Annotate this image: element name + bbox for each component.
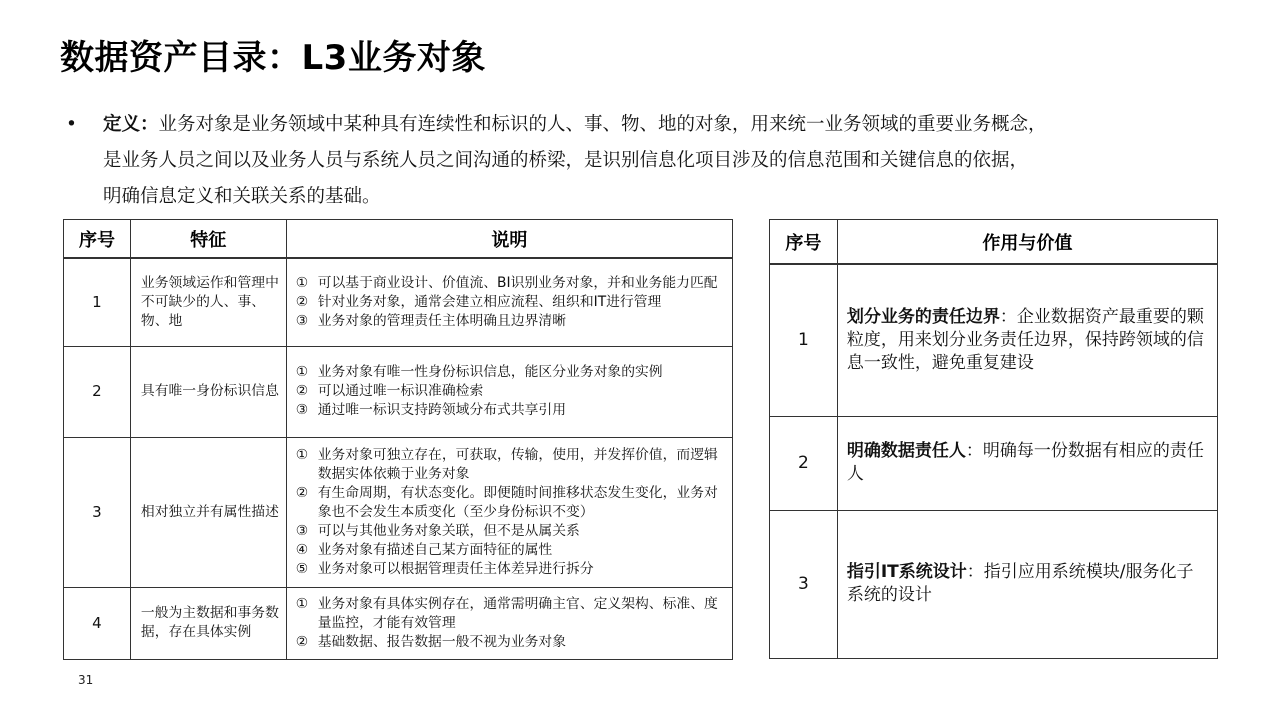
row-description [286,437,732,587]
table-row [770,510,1218,658]
list-item [296,446,728,484]
value-table [769,219,1218,659]
item-marker: ② [295,383,309,399]
row-feature: 一般为主数据和事务数据，存在具体实例 [130,587,286,659]
row-feature: 业务领域运作和管理中不可缺少的人、事、物、地 [130,258,286,346]
list-item [296,382,728,401]
row-number: 4 [64,587,131,659]
value-heading: 划分业务的责任边界 [846,306,1000,327]
item-marker: ① [295,595,309,612]
row-number: 3 [770,510,838,658]
list-item [296,312,728,331]
header-desc: 说明 [286,220,732,259]
value-text: ：明确每一份数据有相应的责任人 [846,441,1204,484]
definition-line-3: 明确信息定义和关联关系的基础。 [103,186,381,207]
item-text: 有生命周期，有状态变化。即便随时间推移状态发生变化，业务对象也不会发生本质变化（至少身份标识不变） [317,484,718,520]
table-row [770,264,1218,416]
definition-paragraph [66,107,1216,215]
definition-text-1: 业务对象是业务领域中某种具有连续性和标识的人、事、物、地的对象，用来统一业务领域的重要业务概念， [158,114,1047,135]
bullet-marker: • [66,114,77,135]
value-text: ：指引应用系统模块/服务化子系统的设计 [846,562,1194,605]
item-text: 可以基于商业设计、价值流、BI识别业务对象，并和业务能力匹配 [317,274,718,291]
features-table [63,219,733,660]
item-marker: ② [295,484,309,501]
item-text: 业务对象有描述自己某方面特征的属性 [317,541,553,558]
row-value [837,264,1217,416]
list-item [296,595,728,633]
value-header-row [770,220,1218,265]
table-row [64,258,733,346]
item-marker: ⑤ [295,560,309,577]
table-row [64,346,733,437]
row-feature: 相对独立并有属性描述 [130,437,286,587]
definition-line-1 [103,107,1216,143]
item-text: 业务对象有唯一性身份标识信息，能区分业务对象的实例 [317,364,663,380]
item-marker: ① [295,446,309,463]
list-item [296,484,728,522]
list-item [296,633,728,652]
row-value [837,416,1217,510]
item-marker: ① [295,364,309,380]
header-value: 作用与价值 [837,220,1217,265]
item-marker: ③ [295,402,309,418]
item-marker: ② [295,633,309,650]
item-marker: ③ [295,312,309,329]
value-text: ：企业数据资产最重要的颗粒度，用来划分业务责任边界，保持跨领域的信息一致性，避免重复建设 [846,306,1204,373]
table-row [770,416,1218,510]
row-description [286,258,732,346]
item-text: 可以通过唯一标识准确检索 [317,383,484,399]
list-item [296,522,728,541]
header-no: 序号 [64,220,131,259]
list-item [296,541,728,560]
row-number: 1 [770,264,838,416]
item-text: 基础数据、报告数据一般不视为业务对象 [317,633,567,650]
table-row [64,437,733,587]
list-item [296,274,728,293]
item-marker: ④ [295,541,309,558]
list-item [296,363,728,382]
item-text: 业务对象可以根据管理责任主体差异进行拆分 [317,560,594,577]
item-marker: ③ [295,522,309,539]
row-number: 1 [64,258,131,346]
row-value [837,510,1217,658]
header-no: 序号 [770,220,838,265]
row-description [286,346,732,437]
page-title: 数据资产目录：L3业务对象 [60,38,486,78]
item-marker: ① [295,274,309,291]
row-number: 2 [770,416,838,510]
list-item [296,401,728,420]
row-feature: 具有唯一身份标识信息 [130,346,286,437]
list-item [296,560,728,579]
list-item [296,293,728,312]
header-feature: 特征 [130,220,286,259]
table-row [64,587,733,659]
item-marker: ② [295,293,309,310]
item-text: 业务对象可独立存在，可获取，传输，使用，并发挥价值，而逻辑数据实体依赖于业务对象 [317,446,718,482]
value-heading: 明确数据责任人 [846,441,966,461]
item-text: 业务对象有具体实例存在，通常需明确主官、定义架构、标准、度量监控，才能有效管理 [317,595,718,631]
row-description [286,587,732,659]
item-text: 针对业务对象，通常会建立相应流程、组织和IT进行管理 [317,293,662,310]
item-text: 通过唯一标识支持跨领域分布式共享引用 [317,402,567,418]
item-text: 业务对象的管理责任主体明确且边界清晰 [317,312,567,329]
row-number: 3 [64,437,131,587]
row-number: 2 [64,346,131,437]
features-header-row [64,220,733,259]
definition-line-2: 是业务人员之间以及业务人员与系统人员之间沟通的桥梁，是识别信息化项目涉及的信息范围和关键信息的依据， [103,150,1029,171]
value-heading: 指引IT系统设计 [846,562,967,582]
item-text: 可以与其他业务对象关联，但不是从属关系 [317,522,580,539]
page-number: 31 [78,673,94,687]
definition-term: 定义： [103,114,159,135]
